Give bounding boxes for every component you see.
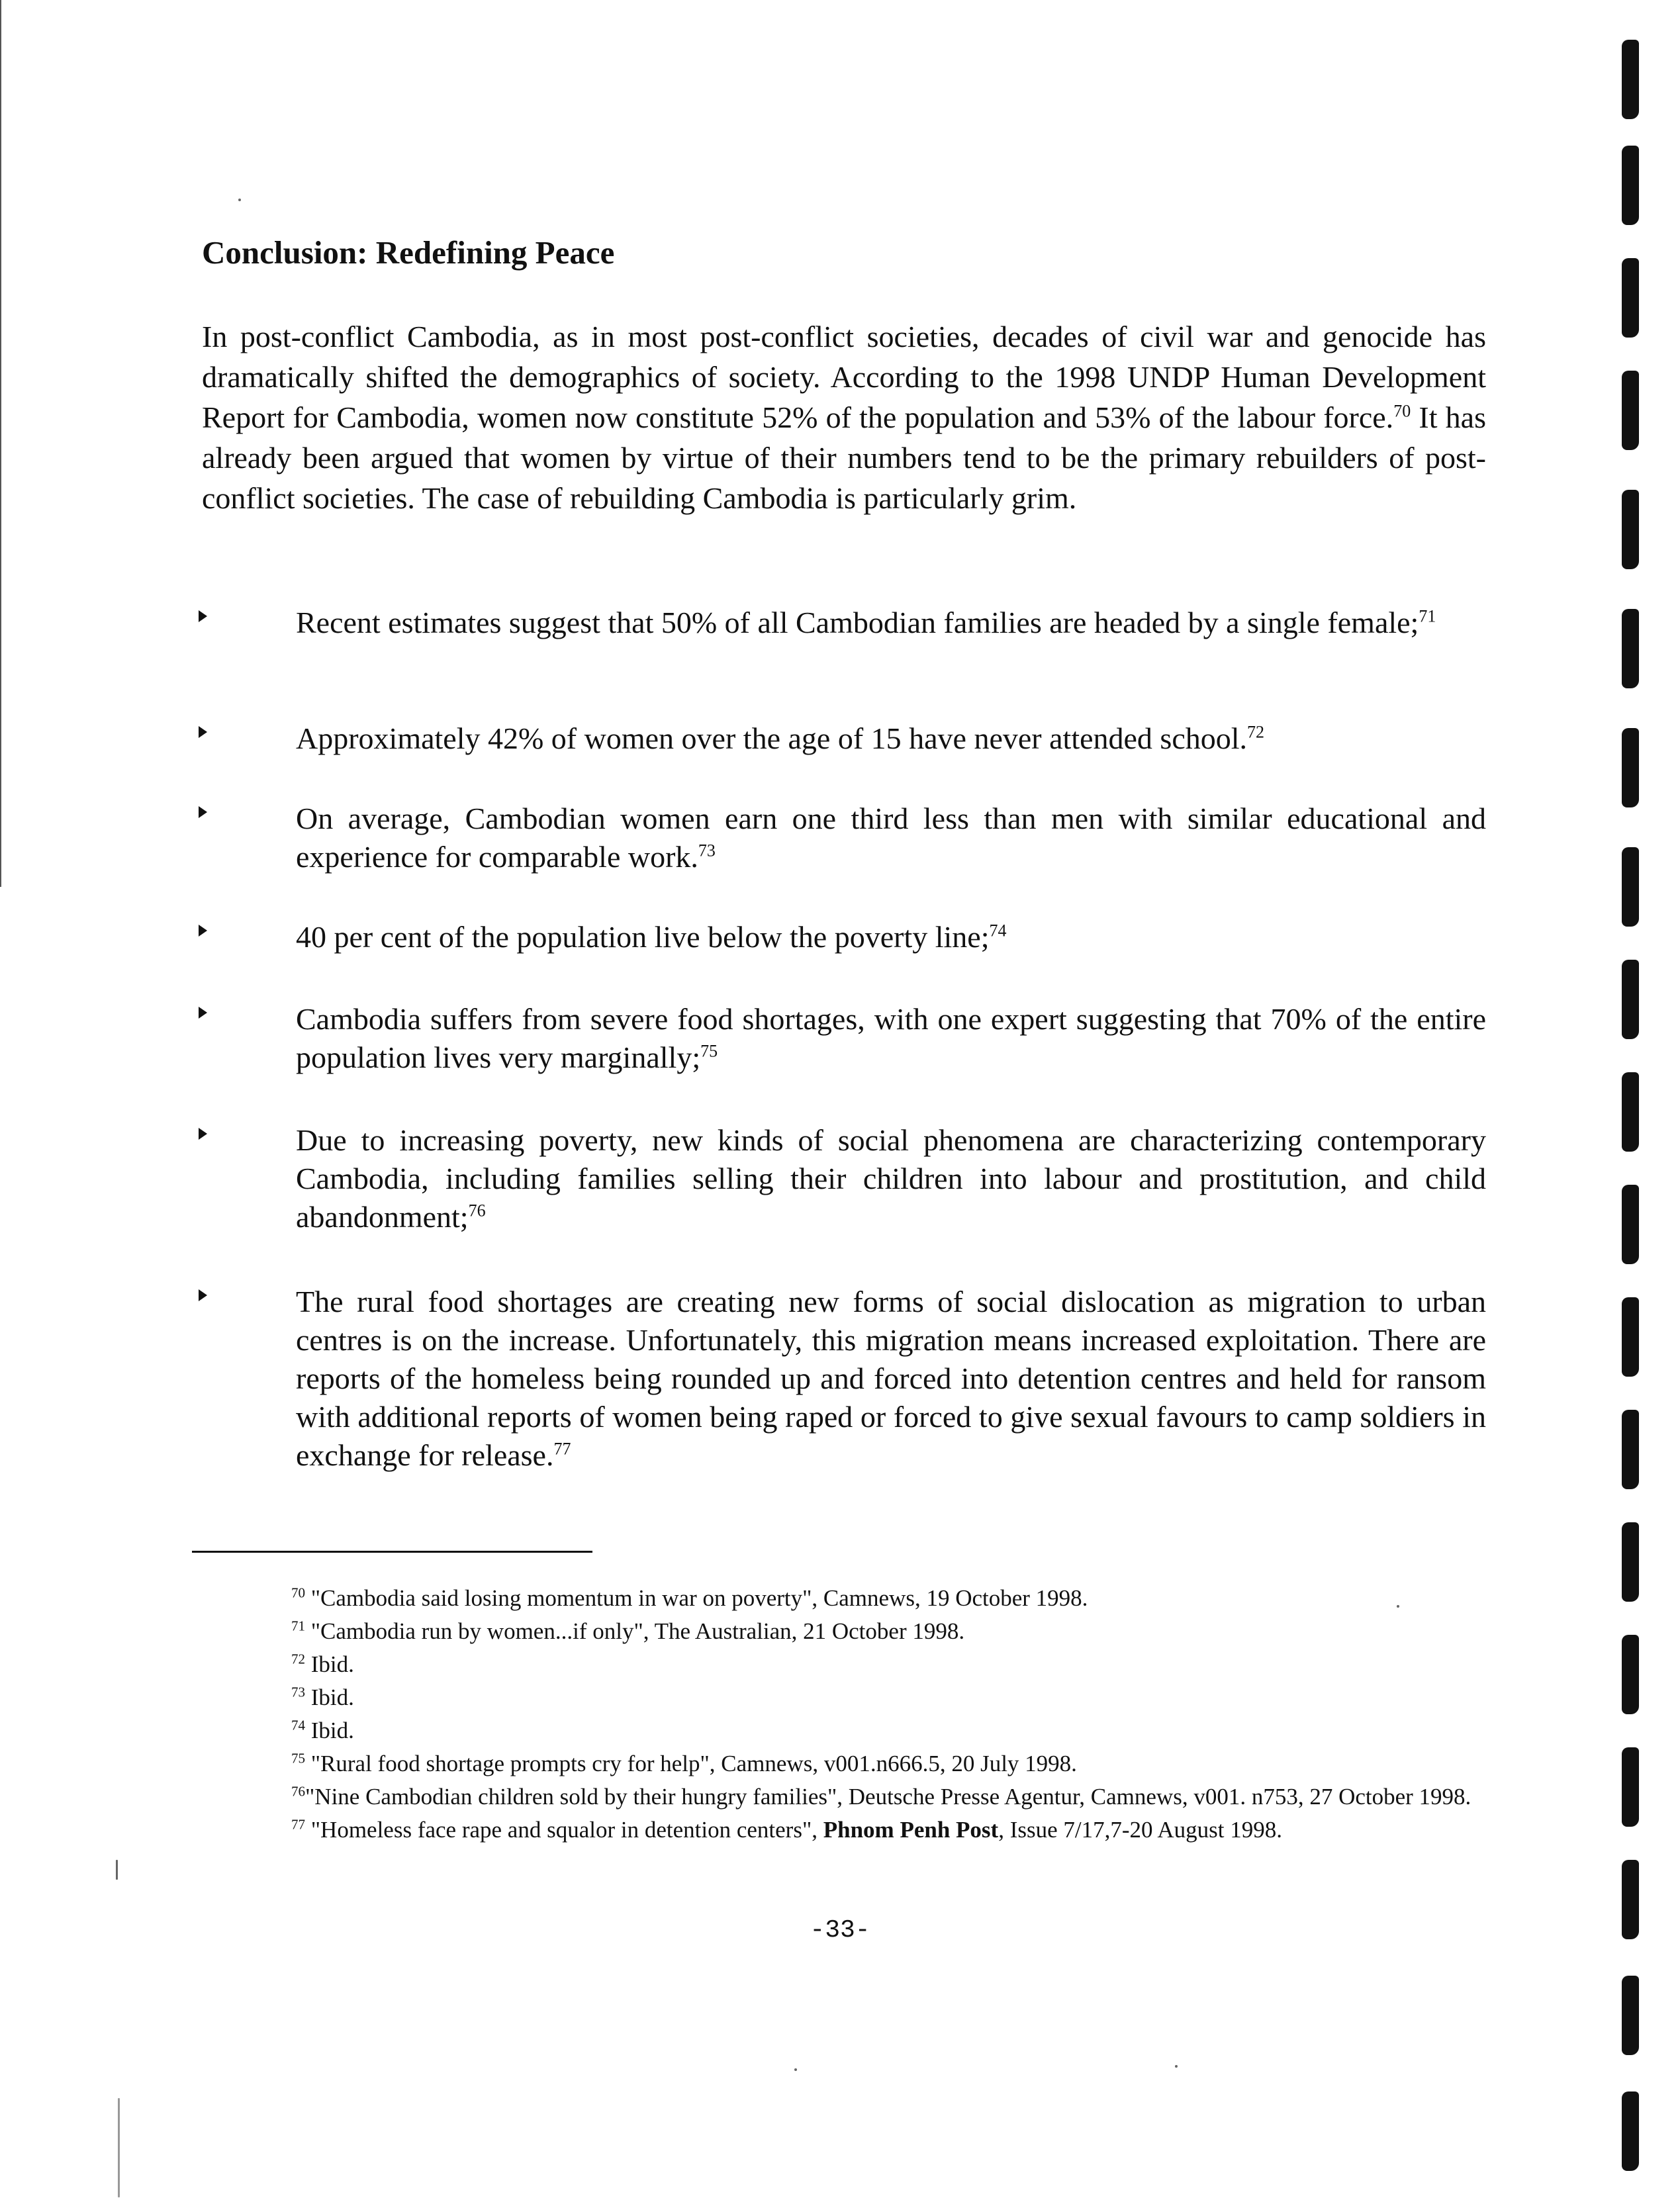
binding-hole-icon (1622, 1072, 1639, 1152)
footnotes (192, 1582, 1489, 1847)
triangle-bullet-icon (199, 610, 207, 622)
bullet-text: Recent estimates suggest that 50% of all Cambodian families are headed by a single female;$^{71}$ (296, 606, 1436, 639)
binding-hole-icon (1622, 847, 1639, 927)
section-heading: Conclusion: Redefining Peace (202, 234, 615, 271)
binding-hole-icon (1622, 728, 1639, 807)
binding-hole-icon (1622, 1185, 1639, 1264)
binding-hole-icon (1622, 490, 1639, 569)
intro-text-part2: It has already been argued that women by virtue of their numbers tend to be the primary rebuilders of post-conflict societies. The case of rebuilding Cambodia is particularly grim. (202, 400, 1486, 515)
binding-hole-icon (1622, 1747, 1639, 1827)
footnote-ref-70: 70 (1393, 401, 1411, 421)
binding-hole-icon (1622, 1522, 1639, 1602)
binding-hole-icon (1622, 1976, 1639, 2055)
triangle-bullet-icon (199, 1128, 207, 1140)
binding-hole-icon (1622, 146, 1639, 225)
footnote: $^{77}$ "Homeless face rape and squalor in detention centers", Phnom Penh Post, Issue 7/17,7-20 August 1998. (291, 1816, 1282, 1843)
scan-speck (116, 1860, 118, 1880)
scan-speck (1397, 1605, 1399, 1608)
binding-hole-icon (1622, 40, 1639, 119)
triangle-bullet-icon (199, 1289, 207, 1301)
bullet-text: The rural food shortages are creating new forms of social dislocation as migration to urban centres is on the increase. Unfortunately, this migration means increased exploitation. There are reports of the homeless being rounded up and forced into detention centres and held for ransom with additional reports of women being raped or forced to give sexual favours to camp soldiers in exchange for release.$^{77}$ (296, 1285, 1486, 1472)
bullet-text: Approximately 42% of women over the age of 15 have never attended school.$^{72}$ (296, 721, 1265, 755)
scan-speck (794, 2068, 797, 2071)
footnote-source-bold: Phnom Penh Post (823, 1817, 999, 1843)
binding-hole-icon (1622, 1297, 1639, 1377)
footnote: $^{72}$ Ibid. (291, 1651, 354, 1677)
page-number: -33- (810, 1916, 870, 1945)
binding-hole-icon (1622, 371, 1639, 450)
triangle-bullet-icon (199, 925, 207, 937)
bullet-text: 40 per cent of the population live below the poverty line;$^{74}$ (296, 920, 1007, 954)
footnote: $^{70}$ "Cambodia said losing momentum in war on poverty", Camnews, 19 October 1998. (291, 1585, 1088, 1611)
intro-text-part1: In post-conflict Cambodia, as in most post-conflict societies, decades of civil war and genocide has dramatically shifted the demographics of society. According to the 1998 UNDP Human Development Report for Cambodia, women now constitute 52% of the population and 53% of the labour force. (202, 320, 1486, 434)
binding-hole-icon (1622, 1860, 1639, 1939)
triangle-bullet-icon (199, 1007, 207, 1019)
binding-hole-icon (1622, 609, 1639, 688)
footnote: $^{71}$ "Cambodia run by women...if only", The Australian, 21 October 1998. (291, 1618, 965, 1644)
intro-paragraph (202, 316, 1486, 518)
footnote: $^{74}$ Ibid. (291, 1717, 354, 1743)
footnote: $^{73}$ Ibid. (291, 1684, 354, 1710)
scan-speck (1175, 2065, 1178, 2068)
binding-hole-icon (1622, 1410, 1639, 1489)
bullet-text: Due to increasing poverty, new kinds of social phenomena are characterizing contemporary Cambodia, including families selling their children into labour and prostitution, and child abandonment;$^{76}$ (296, 1123, 1486, 1234)
bullet-text: On average, Cambodian women earn one third less than men with similar educational and experience for comparable work.$^{73}$ (296, 802, 1486, 874)
scan-speck (238, 199, 241, 201)
footnote: $^{75}$ "Rural food shortage prompts cry for help", Camnews, v001.n666.5, 20 July 1998. (291, 1750, 1077, 1776)
triangle-bullet-icon (199, 726, 207, 738)
scan-speck (118, 2098, 120, 2197)
footnote: $^{76}$"Nine Cambodian children sold by their hungry families", Deutsche Presse Agentur, Camnews, v001. n753, 27 October 1998. (291, 1783, 1471, 1810)
binding-hole-icon (1622, 2091, 1639, 2171)
bullet-text: Cambodia suffers from severe food shortages, with one expert suggesting that 70% of the entire population lives very marginally;$^{75}$ (296, 1002, 1486, 1074)
triangle-bullet-icon (199, 806, 207, 818)
footnote-divider (192, 1551, 592, 1553)
binding-hole-icon (1622, 960, 1639, 1039)
binding-hole-icon (1622, 258, 1639, 338)
binding-hole-icon (1622, 1635, 1639, 1714)
binding-holes (1615, 0, 1655, 2206)
page-edge-line (0, 0, 1, 887)
